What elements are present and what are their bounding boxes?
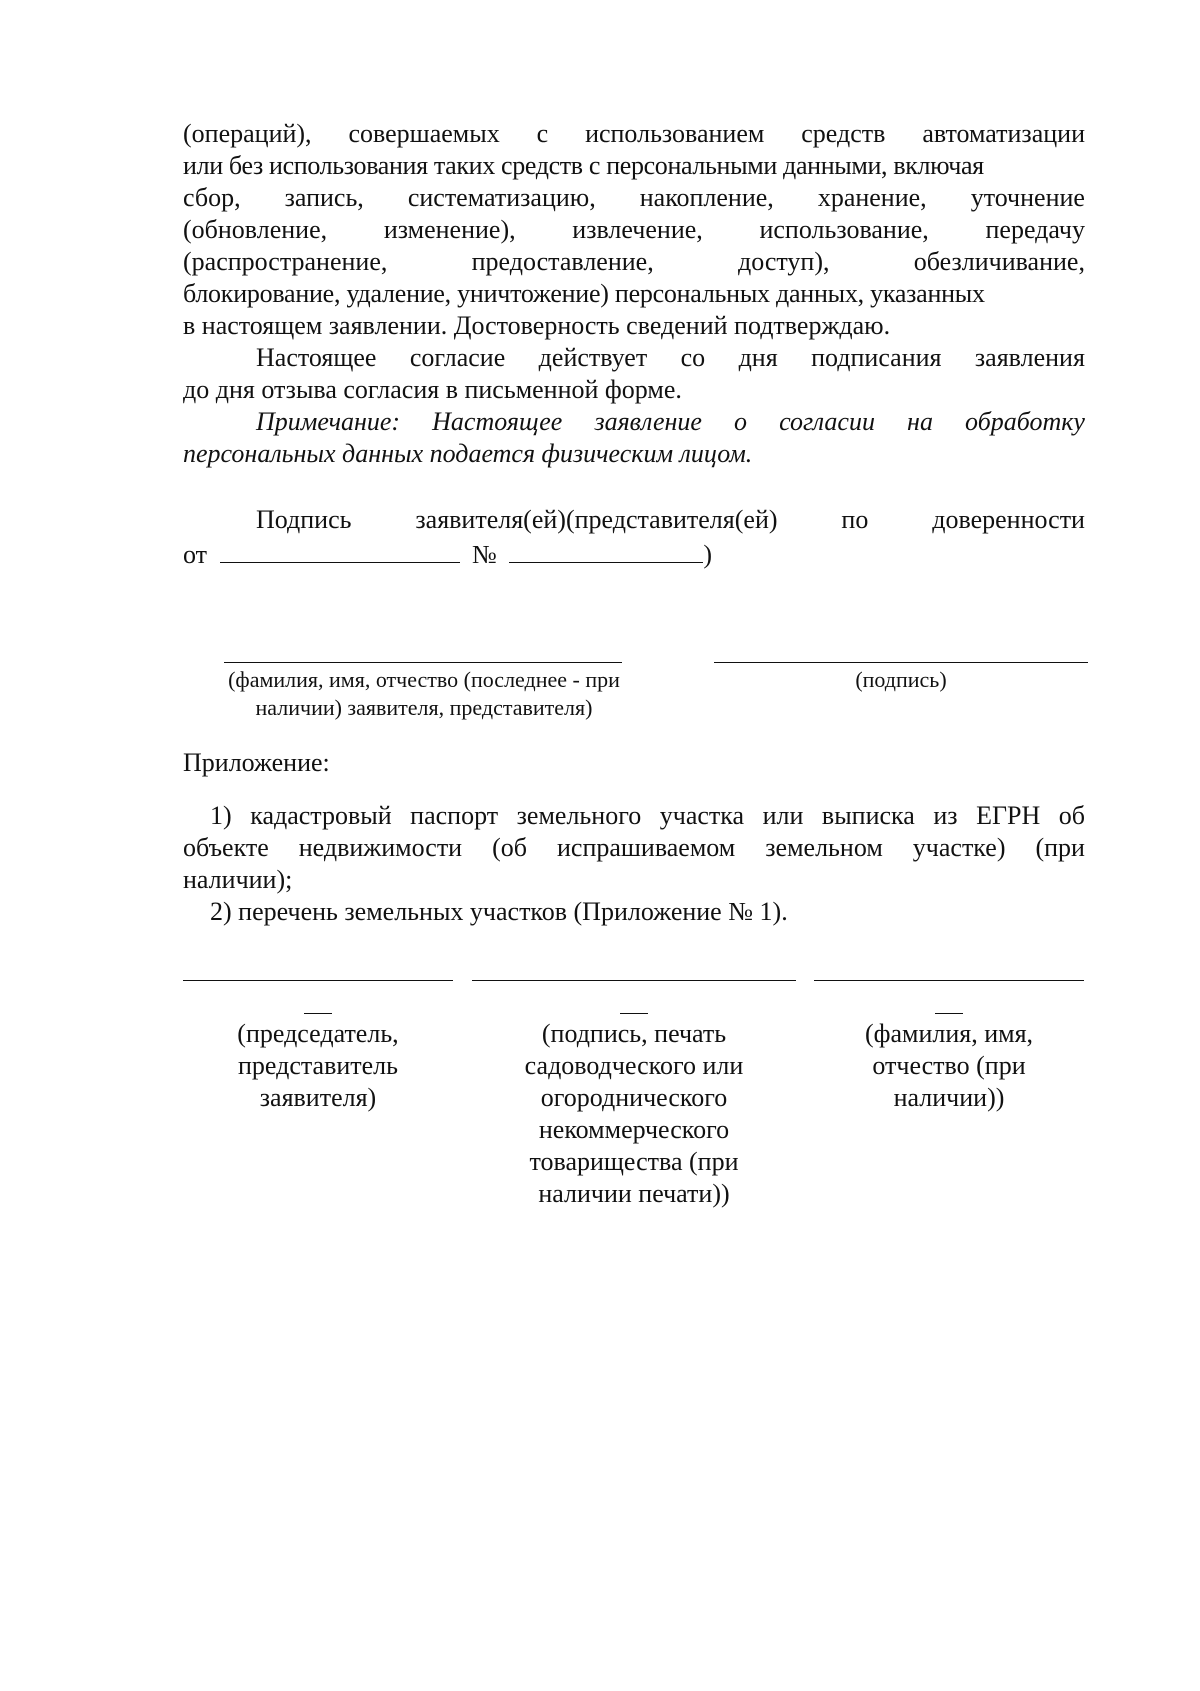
word: сбор, bbox=[183, 183, 241, 212]
word: земельного bbox=[516, 801, 642, 830]
word: участке) bbox=[912, 833, 1006, 862]
stamp-signature-line[interactable] bbox=[472, 980, 796, 981]
word: (при bbox=[1035, 833, 1085, 862]
word: накопление, bbox=[639, 183, 774, 212]
word: обезличивание, bbox=[913, 247, 1085, 276]
word: использованием bbox=[585, 119, 765, 148]
word: обработку bbox=[965, 407, 1085, 436]
word: (обновление, bbox=[183, 215, 328, 244]
signature-caption: (подпись) bbox=[855, 667, 947, 692]
paragraph2-line2: до дня отзыва согласия в письменной форме. bbox=[183, 375, 682, 404]
caption-line: (фамилия, имя, bbox=[864, 1019, 1034, 1048]
dash-mark bbox=[620, 1013, 648, 1014]
caption-line: (председатель, bbox=[237, 1019, 399, 1048]
word: использование, bbox=[759, 215, 929, 244]
caption-line: наличии)) bbox=[893, 1083, 1005, 1112]
attachment-item2: 2) перечень земельных участков (Приложение № 1). bbox=[210, 897, 788, 926]
word: Настоящее bbox=[256, 343, 377, 372]
paragraph1-line4 bbox=[183, 214, 1085, 246]
paragraph1-line5 bbox=[183, 246, 1085, 278]
word: со bbox=[680, 343, 706, 372]
word: заявителя(ей)(представителя(ей) bbox=[415, 505, 778, 534]
note-line2: персональных данных подается физическим лицом. bbox=[183, 439, 753, 468]
caption-line: (подпись, печать bbox=[541, 1019, 727, 1048]
word: изменение), bbox=[383, 215, 516, 244]
word: Примечание: bbox=[256, 407, 401, 436]
paragraph2-line1 bbox=[183, 342, 1085, 374]
word: из bbox=[933, 801, 958, 830]
fio-caption-line2: наличии) заявителя, представителя) bbox=[255, 695, 593, 720]
word: подписания bbox=[811, 343, 942, 372]
word: совершаемых bbox=[348, 119, 500, 148]
word: о bbox=[734, 407, 747, 436]
word: автоматизации bbox=[922, 119, 1085, 148]
caption-line: огороднического bbox=[540, 1083, 728, 1112]
caption-line: садоводческого или bbox=[524, 1051, 744, 1080]
fio-signature-line[interactable] bbox=[224, 662, 622, 663]
stamp-caption bbox=[472, 1018, 796, 1210]
word: участка bbox=[659, 801, 745, 830]
closing-paren: ) bbox=[703, 540, 713, 569]
paragraph1-line3 bbox=[183, 182, 1085, 214]
paragraph1-line7: в настоящем заявлении. Достоверность сведений подтверждаю. bbox=[183, 311, 891, 340]
word: дня bbox=[738, 343, 778, 372]
word: систематизацию, bbox=[407, 183, 596, 212]
note-line1 bbox=[183, 406, 1085, 438]
fio-caption bbox=[190, 666, 658, 722]
caption-line: отчество (при bbox=[872, 1051, 1026, 1080]
word: испрашиваемом bbox=[556, 833, 736, 862]
proxy-date-blank[interactable] bbox=[220, 536, 460, 563]
proxy-number-blank[interactable] bbox=[509, 536, 703, 563]
attachments-heading: Приложение: bbox=[183, 748, 330, 777]
word: 1) bbox=[210, 801, 232, 830]
word: доступ), bbox=[737, 247, 830, 276]
fio-caption-line1: (фамилия, имя, отчество (последнее - при bbox=[228, 667, 620, 692]
word: Настоящее bbox=[432, 407, 563, 436]
proxy-date-number-line bbox=[183, 536, 1085, 571]
word: об bbox=[1058, 801, 1085, 830]
dash-mark bbox=[935, 1013, 963, 1014]
attachment-item1-line3: наличии); bbox=[183, 865, 293, 894]
attachment-item1-line1 bbox=[183, 800, 1085, 832]
signature-line[interactable] bbox=[714, 662, 1088, 663]
word: или bbox=[762, 801, 804, 830]
caption-line: заявителя) bbox=[259, 1083, 377, 1112]
paragraph1-line2: или без использования таких средств с персональными данными, включая bbox=[183, 151, 984, 180]
name-caption bbox=[814, 1018, 1084, 1114]
word: (об bbox=[492, 833, 527, 862]
word: (распространение, bbox=[183, 247, 388, 276]
word: объекте bbox=[183, 833, 269, 862]
word: по bbox=[841, 505, 869, 534]
paragraph1-line1 bbox=[183, 118, 1085, 150]
word: заявления bbox=[974, 343, 1085, 372]
caption-line: наличии печати)) bbox=[538, 1179, 730, 1208]
word: кадастровый bbox=[250, 801, 392, 830]
word: средств bbox=[801, 119, 886, 148]
word: Подпись bbox=[256, 505, 352, 534]
word: предоставление, bbox=[471, 247, 654, 276]
word: недвижимости bbox=[298, 833, 463, 862]
word: передачу bbox=[985, 215, 1085, 244]
word: действует bbox=[538, 343, 648, 372]
word: уточнение bbox=[970, 183, 1085, 212]
signature-proxy-line bbox=[183, 504, 1085, 536]
word: ЕГРН bbox=[976, 801, 1041, 830]
word: доверенности bbox=[932, 505, 1085, 534]
word: паспорт bbox=[410, 801, 499, 830]
word: заявление bbox=[594, 407, 702, 436]
word: запись, bbox=[284, 183, 364, 212]
caption-line: товарищества (при bbox=[529, 1147, 739, 1176]
caption-line: представитель bbox=[237, 1051, 399, 1080]
word: на bbox=[907, 407, 933, 436]
word: извлечение, bbox=[572, 215, 703, 244]
caption-line: некоммерческого bbox=[538, 1115, 730, 1144]
from-label: от bbox=[183, 540, 208, 569]
chairman-signature-line[interactable] bbox=[183, 980, 453, 981]
word: земельном bbox=[765, 833, 883, 862]
word: согласие bbox=[409, 343, 506, 372]
chairman-caption bbox=[183, 1018, 453, 1114]
word: выписка bbox=[821, 801, 915, 830]
number-label: № bbox=[472, 540, 497, 569]
word: с bbox=[536, 119, 549, 148]
paragraph1-line6: блокирование, удаление, уничтожение) персональных данных, указанных bbox=[183, 279, 985, 308]
dash-mark bbox=[304, 1013, 332, 1014]
word: (операций), bbox=[183, 119, 312, 148]
name-signature-line[interactable] bbox=[814, 980, 1084, 981]
attachment-item1-line2 bbox=[183, 832, 1085, 864]
word: хранение, bbox=[817, 183, 927, 212]
word: согласии bbox=[779, 407, 875, 436]
